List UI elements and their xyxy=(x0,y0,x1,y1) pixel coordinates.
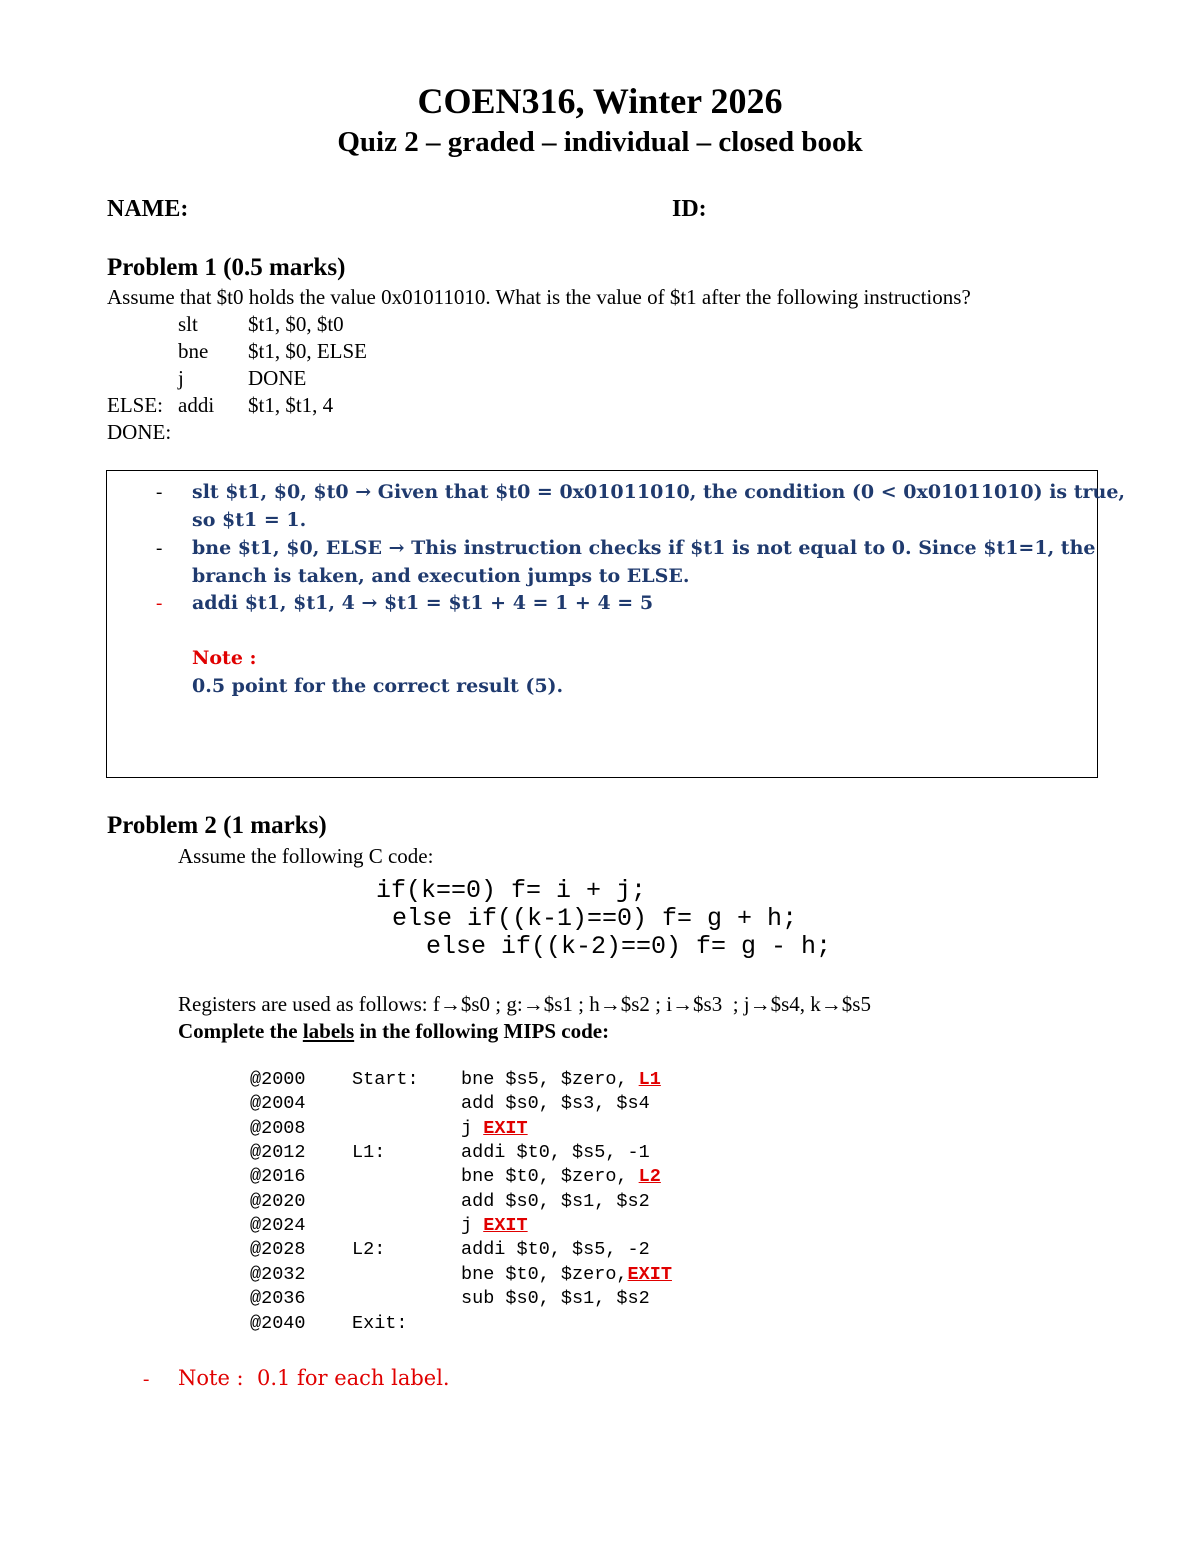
id-label: ID: xyxy=(672,196,707,222)
mips-label: Exit: xyxy=(352,1313,408,1334)
mips-instr xyxy=(461,1166,661,1187)
solution-bullet: - xyxy=(156,593,163,614)
code-label: ELSE: xyxy=(107,393,163,417)
mips-instr xyxy=(461,1239,650,1260)
solution-line: branch is taken, and execution jumps to ELSE. xyxy=(192,565,690,587)
code-label: DONE: xyxy=(107,420,172,444)
mips-addr: @2040 xyxy=(250,1313,306,1334)
problem2-heading: Problem 2 (1 marks) xyxy=(107,812,327,839)
mips-answer-label: EXIT xyxy=(627,1264,672,1285)
mips-code-text: sub $s0, $s1, $s2 xyxy=(461,1288,650,1309)
code-op: bne xyxy=(178,339,209,363)
c-code-line: else if((k-1)==0) f= g + h; xyxy=(392,904,798,933)
c-code-line: if(k==0) f= i + j; xyxy=(376,876,647,905)
mips-code-text: add $s0, $s3, $s4 xyxy=(461,1093,650,1114)
solution-bullet: - xyxy=(156,538,163,559)
grading-note: Note : 0.1 for each label. xyxy=(178,1366,450,1390)
note-bullet: - xyxy=(143,1369,150,1390)
code-args: $t1, $t1, 4 xyxy=(248,393,334,417)
mips-instr xyxy=(461,1093,650,1114)
solution-bullet: - xyxy=(156,482,163,503)
mips-code-text: bne $s5, $zero, xyxy=(461,1069,639,1090)
mips-addr: @2032 xyxy=(250,1264,306,1285)
mips-instr xyxy=(461,1118,528,1139)
mips-instr xyxy=(461,1215,528,1236)
code-args: $t1, $0, ELSE xyxy=(248,339,367,363)
mips-code-text: addi $t0, $s5, -2 xyxy=(461,1239,650,1260)
mips-addr: @2036 xyxy=(250,1288,306,1309)
mips-code-text: bne $t0, $zero, xyxy=(461,1166,639,1187)
mips-addr: @2004 xyxy=(250,1093,306,1114)
mips-instr xyxy=(461,1069,661,1090)
code-args: $t1, $0, $t0 xyxy=(248,312,344,336)
mips-addr: @2012 xyxy=(250,1142,306,1163)
register-mapping: Registers are used as follows: f→$s0 ; g:→$s1 ; h→$s2 ; i→$s3 ; j→$s4, k→$s5 xyxy=(178,992,871,1016)
mips-instr xyxy=(461,1264,672,1285)
mips-answer-label: EXIT xyxy=(483,1118,528,1139)
mips-addr: @2024 xyxy=(250,1215,306,1236)
mips-answer-label: L1 xyxy=(638,1069,661,1090)
solution-note-text: 0.5 point for the correct result (5). xyxy=(192,675,564,697)
code-op: addi xyxy=(178,393,215,417)
mips-code-text: j xyxy=(461,1215,484,1236)
mips-addr: @2020 xyxy=(250,1191,306,1212)
mips-label: L1: xyxy=(352,1142,386,1163)
mips-instr xyxy=(461,1288,650,1309)
instruction-pre: Complete the xyxy=(178,1019,303,1043)
mips-addr: @2016 xyxy=(250,1166,306,1187)
instruction-post: in the following MIPS code: xyxy=(354,1019,610,1043)
mips-instr xyxy=(461,1142,650,1163)
mips-answer-label: L2 xyxy=(638,1166,661,1187)
mips-addr: @2028 xyxy=(250,1239,306,1260)
solution-line: bne $t1, $0, ELSE → This instruction checks if $t1 is not equal to 0. Since $t1=1, the xyxy=(192,537,1096,559)
code-op: j xyxy=(178,366,184,390)
course-title: COEN316, Winter 2026 xyxy=(417,81,783,121)
c-code-line: else if((k-2)==0) f= g - h; xyxy=(426,932,832,961)
solution-note-title: Note : xyxy=(192,647,257,669)
mips-label: L2: xyxy=(352,1239,386,1260)
mips-code-text: add $s0, $s1, $s2 xyxy=(461,1191,650,1212)
name-label: NAME: xyxy=(107,196,189,222)
mips-answer-label: EXIT xyxy=(483,1215,528,1236)
mips-code-text: addi $t0, $s5, -1 xyxy=(461,1142,650,1163)
mips-instr xyxy=(461,1191,650,1212)
mips-code-text: j xyxy=(461,1118,484,1139)
problem1-heading: Problem 1 (0.5 marks) xyxy=(107,254,346,281)
code-op: slt xyxy=(178,312,198,336)
solution-line: addi $t1, $t1, 4 → $t1 = $t1 + 4 = 1 + 4 = 5 xyxy=(192,592,654,614)
mips-code-text: bne $t0, $zero, xyxy=(461,1264,628,1285)
solution-line: so $t1 = 1. xyxy=(192,509,307,531)
mips-label: Start: xyxy=(352,1069,419,1090)
problem1-question: Assume that $t0 holds the value 0x01011010. What is the value of $t1 after the following instructions? xyxy=(107,285,971,309)
quiz-subtitle: Quiz 2 – graded – individual – closed book xyxy=(337,126,863,158)
solution-line: slt $t1, $0, $t0 → Given that $t0 = 0x01011010, the condition (0 < 0x01011010) is true, xyxy=(192,481,1126,503)
problem2-instruction xyxy=(178,1019,609,1044)
mips-addr: @2008 xyxy=(250,1118,306,1139)
problem2-intro: Assume the following C code: xyxy=(178,844,434,868)
instruction-underlined: labels xyxy=(302,1019,355,1043)
mips-addr: @2000 xyxy=(250,1069,306,1090)
code-args: DONE xyxy=(248,366,307,390)
